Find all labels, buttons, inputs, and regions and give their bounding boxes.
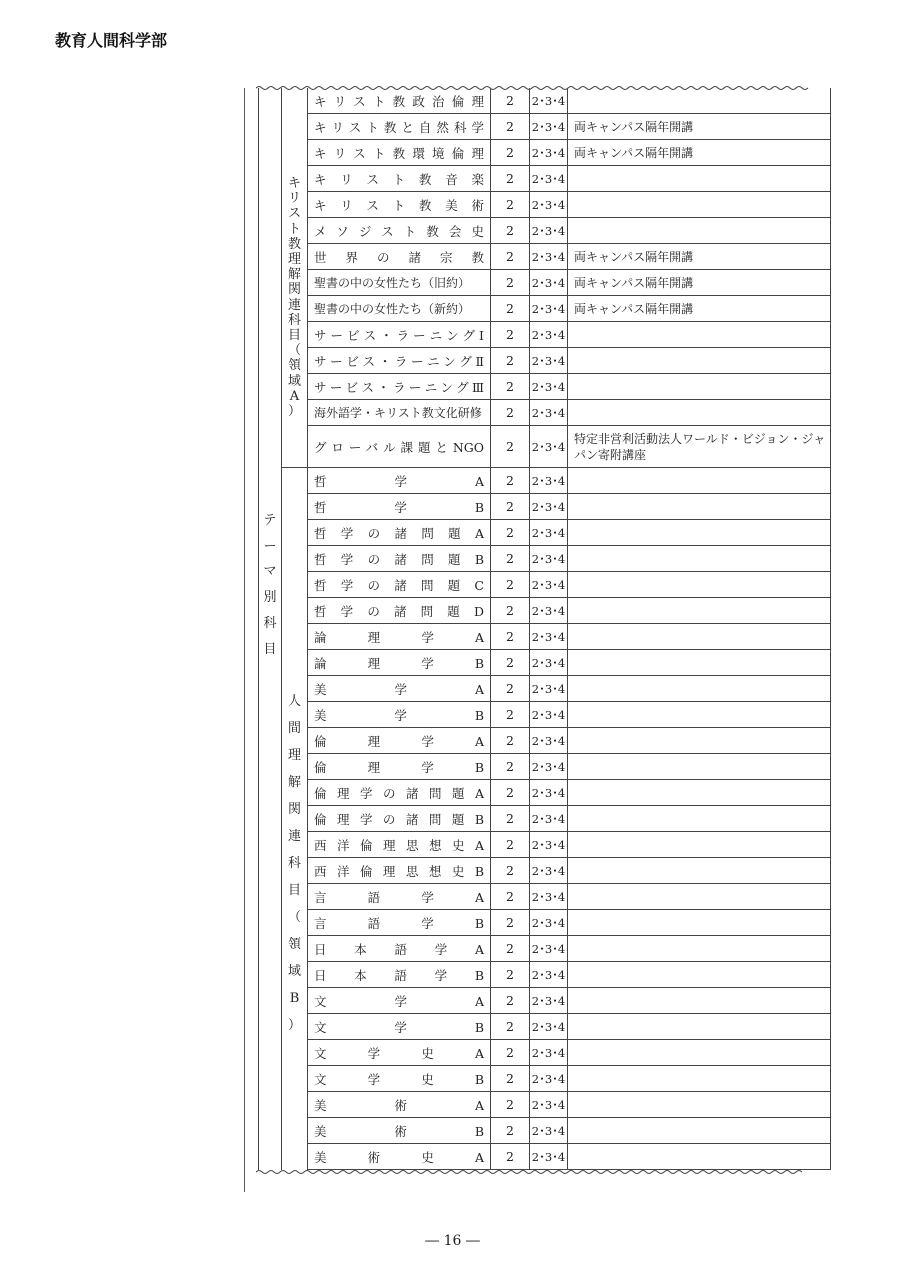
course-credits: 2 bbox=[491, 270, 530, 295]
course-name: グローバル課題とNGO bbox=[308, 426, 491, 467]
course-note bbox=[568, 374, 831, 399]
course-credits: 2 bbox=[491, 1092, 530, 1117]
course-name: メソジスト教会史 bbox=[308, 218, 491, 243]
course-note: 両キャンパス隔年開講 bbox=[574, 145, 694, 160]
course-years: 2･3･4 bbox=[530, 218, 568, 243]
course-name: 哲学の諸問題C bbox=[308, 572, 491, 597]
course-years: 2･3･4 bbox=[530, 754, 568, 779]
table-row bbox=[308, 832, 831, 858]
table-row bbox=[308, 546, 831, 572]
course-years: 2･3･4 bbox=[530, 140, 568, 165]
course-name: 論理学B bbox=[308, 650, 491, 675]
course-credits: 2 bbox=[491, 858, 530, 883]
course-credits: 2 bbox=[491, 702, 530, 727]
course-credits: 2 bbox=[491, 676, 530, 701]
course-name: 言語学B bbox=[308, 910, 491, 935]
course-years: 2･3･4 bbox=[530, 426, 568, 467]
course-note bbox=[568, 218, 831, 243]
course-name: 文学A bbox=[308, 988, 491, 1013]
course-credits: 2 bbox=[491, 988, 530, 1013]
course-note bbox=[568, 1014, 831, 1039]
course-name: 海外語学・キリスト教文化研修 bbox=[308, 400, 491, 425]
course-name: 文学史B bbox=[308, 1066, 491, 1091]
course-name: 日本語学A bbox=[308, 936, 491, 961]
course-credits: 2 bbox=[491, 936, 530, 961]
course-name: 聖書の中の女性たち（旧約） bbox=[308, 270, 491, 295]
course-note bbox=[568, 88, 831, 113]
table-row bbox=[308, 426, 831, 468]
course-note bbox=[568, 676, 831, 701]
course-credits: 2 bbox=[491, 494, 530, 519]
table-row bbox=[308, 348, 831, 374]
course-credits: 2 bbox=[491, 426, 530, 467]
table-row bbox=[308, 166, 831, 192]
course-note bbox=[568, 754, 831, 779]
course-note bbox=[568, 494, 831, 519]
course-years: 2･3･4 bbox=[530, 728, 568, 753]
table-row bbox=[308, 468, 831, 494]
table-row bbox=[308, 88, 831, 114]
course-name: 倫理学A bbox=[308, 728, 491, 753]
table-row bbox=[308, 936, 831, 962]
table-row bbox=[308, 780, 831, 806]
course-name: 美術A bbox=[308, 1092, 491, 1117]
course-years: 2･3･4 bbox=[530, 322, 568, 347]
course-years: 2･3･4 bbox=[530, 270, 568, 295]
course-years: 2･3･4 bbox=[530, 546, 568, 571]
table-row bbox=[308, 1014, 831, 1040]
course-credits: 2 bbox=[491, 296, 530, 321]
course-name: キリスト教環境倫理 bbox=[308, 140, 491, 165]
course-years: 2･3･4 bbox=[530, 910, 568, 935]
course-credits: 2 bbox=[491, 348, 530, 373]
course-years: 2･3･4 bbox=[530, 114, 568, 139]
course-note bbox=[568, 1040, 831, 1065]
course-years: 2･3･4 bbox=[530, 192, 568, 217]
course-note: 特定非営利活動法人ワールド・ビジョン・ジャパン寄附講座 bbox=[574, 431, 826, 462]
faculty-header: 教育人間科学部 bbox=[55, 31, 168, 50]
course-years: 2･3･4 bbox=[530, 520, 568, 545]
course-years: 2･3･4 bbox=[530, 468, 568, 493]
course-note bbox=[568, 780, 831, 805]
course-note bbox=[568, 166, 831, 191]
course-years: 2･3･4 bbox=[530, 624, 568, 649]
course-note bbox=[568, 910, 831, 935]
course-years: 2･3･4 bbox=[530, 884, 568, 909]
course-credits: 2 bbox=[491, 754, 530, 779]
course-name: サービス・ラーニングⅠ bbox=[308, 322, 491, 347]
table-row bbox=[308, 598, 831, 624]
course-years: 2･3･4 bbox=[530, 702, 568, 727]
course-note bbox=[568, 520, 831, 545]
group-a-label: キ リ ス ト 教 理 解 関 連 科 目 （ 領 域 A ） bbox=[287, 176, 301, 420]
course-note bbox=[568, 858, 831, 883]
course-credits: 2 bbox=[491, 520, 530, 545]
course-name: 文学史A bbox=[308, 1040, 491, 1065]
course-note: 両キャンパス隔年開講 bbox=[574, 249, 694, 264]
course-years: 2･3･4 bbox=[530, 572, 568, 597]
course-credits: 2 bbox=[491, 192, 530, 217]
course-credits: 2 bbox=[491, 1014, 530, 1039]
table-row bbox=[308, 728, 831, 754]
course-name: 世界の諸宗教 bbox=[308, 244, 491, 269]
table-row bbox=[308, 296, 831, 322]
course-credits: 2 bbox=[491, 166, 530, 191]
course-years: 2･3･4 bbox=[530, 374, 568, 399]
table-row bbox=[308, 806, 831, 832]
course-note bbox=[568, 728, 831, 753]
course-name: 哲学の諸問題B bbox=[308, 546, 491, 571]
course-years: 2･3･4 bbox=[530, 832, 568, 857]
course-credits: 2 bbox=[491, 884, 530, 909]
course-note bbox=[568, 1092, 831, 1117]
group-b-cell bbox=[282, 468, 308, 1170]
course-credits: 2 bbox=[491, 780, 530, 805]
table-row bbox=[308, 624, 831, 650]
table-row bbox=[308, 988, 831, 1014]
table-row bbox=[308, 520, 831, 546]
course-credits: 2 bbox=[491, 598, 530, 623]
course-name: 言語学A bbox=[308, 884, 491, 909]
table-row bbox=[308, 702, 831, 728]
course-name: キリスト教と自然科学 bbox=[308, 114, 491, 139]
course-credits: 2 bbox=[491, 244, 530, 269]
course-name: 日本語学B bbox=[308, 962, 491, 987]
table-bottom-break bbox=[256, 1168, 832, 1176]
course-years: 2･3･4 bbox=[530, 1092, 568, 1117]
table-row bbox=[308, 114, 831, 140]
outer-category-cell bbox=[258, 88, 282, 1170]
course-note: 両キャンパス隔年開講 bbox=[574, 275, 694, 290]
table-row bbox=[308, 374, 831, 400]
table-row bbox=[308, 322, 831, 348]
course-name: 倫理学の諸問題A bbox=[308, 780, 491, 805]
course-note bbox=[568, 1066, 831, 1091]
course-name: キリスト教政治倫理 bbox=[308, 88, 491, 113]
course-note bbox=[568, 936, 831, 961]
course-name: 文学B bbox=[308, 1014, 491, 1039]
table-row bbox=[308, 244, 831, 270]
course-credits: 2 bbox=[491, 624, 530, 649]
table-row bbox=[308, 858, 831, 884]
course-table bbox=[258, 88, 831, 1170]
course-years: 2･3･4 bbox=[530, 244, 568, 269]
table-row bbox=[308, 1066, 831, 1092]
course-credits: 2 bbox=[491, 114, 530, 139]
course-years: 2･3･4 bbox=[530, 988, 568, 1013]
course-name: 哲学B bbox=[308, 494, 491, 519]
course-credits: 2 bbox=[491, 468, 530, 493]
course-note bbox=[568, 322, 831, 347]
course-credits: 2 bbox=[491, 218, 530, 243]
table-row bbox=[308, 400, 831, 426]
course-note bbox=[568, 400, 831, 425]
course-years: 2･3･4 bbox=[530, 858, 568, 883]
table-row bbox=[308, 1144, 831, 1170]
course-credits: 2 bbox=[491, 728, 530, 753]
course-credits: 2 bbox=[491, 650, 530, 675]
course-note bbox=[568, 598, 831, 623]
course-years: 2･3･4 bbox=[530, 1040, 568, 1065]
course-years: 2･3･4 bbox=[530, 1066, 568, 1091]
course-note bbox=[568, 832, 831, 857]
course-years: 2･3･4 bbox=[530, 1014, 568, 1039]
table-row bbox=[308, 140, 831, 166]
course-years: 2･3･4 bbox=[530, 166, 568, 191]
course-name: 西洋倫理思想史B bbox=[308, 858, 491, 883]
course-credits: 2 bbox=[491, 140, 530, 165]
course-name: 倫理学B bbox=[308, 754, 491, 779]
course-credits: 2 bbox=[491, 88, 530, 113]
course-years: 2･3･4 bbox=[530, 780, 568, 805]
page-number: ― 16 ― bbox=[425, 1233, 480, 1249]
course-years: 2･3･4 bbox=[530, 962, 568, 987]
course-name: キリスト教音楽 bbox=[308, 166, 491, 191]
course-note bbox=[568, 806, 831, 831]
course-note bbox=[568, 348, 831, 373]
course-years: 2･3･4 bbox=[530, 598, 568, 623]
course-years: 2･3･4 bbox=[530, 676, 568, 701]
course-name: 哲学の諸問題D bbox=[308, 598, 491, 623]
course-name: 論理学A bbox=[308, 624, 491, 649]
table-row bbox=[308, 884, 831, 910]
course-years: 2･3･4 bbox=[530, 650, 568, 675]
course-note bbox=[568, 468, 831, 493]
course-note bbox=[568, 650, 831, 675]
course-years: 2･3･4 bbox=[530, 348, 568, 373]
group-a-cell bbox=[282, 88, 308, 468]
course-years: 2･3･4 bbox=[530, 936, 568, 961]
course-years: 2･3･4 bbox=[530, 296, 568, 321]
table-row bbox=[308, 910, 831, 936]
course-credits: 2 bbox=[491, 322, 530, 347]
margin-rule bbox=[244, 88, 245, 1192]
table-row bbox=[308, 1040, 831, 1066]
course-credits: 2 bbox=[491, 374, 530, 399]
course-note bbox=[568, 1118, 831, 1143]
course-credits: 2 bbox=[491, 832, 530, 857]
course-note bbox=[568, 1144, 831, 1169]
course-years: 2･3･4 bbox=[530, 88, 568, 113]
course-credits: 2 bbox=[491, 806, 530, 831]
course-name: 哲学の諸問題A bbox=[308, 520, 491, 545]
course-name: 聖書の中の女性たち（新約） bbox=[308, 296, 491, 321]
course-credits: 2 bbox=[491, 962, 530, 987]
table-row bbox=[308, 218, 831, 244]
course-name: 西洋倫理思想史A bbox=[308, 832, 491, 857]
table-row bbox=[308, 676, 831, 702]
course-name: 哲学A bbox=[308, 468, 491, 493]
outer-category-label: テ ー マ 別 科 目 bbox=[263, 513, 277, 657]
table-row bbox=[308, 962, 831, 988]
table-row bbox=[308, 572, 831, 598]
course-name: キリスト教美術 bbox=[308, 192, 491, 217]
table-right-border bbox=[830, 88, 831, 1170]
course-name: 倫理学の諸問題B bbox=[308, 806, 491, 831]
course-name: 美術史A bbox=[308, 1144, 491, 1169]
course-note: 両キャンパス隔年開講 bbox=[574, 301, 694, 316]
table-row bbox=[308, 650, 831, 676]
table-row bbox=[308, 270, 831, 296]
course-name: サービス・ラーニングⅢ bbox=[308, 374, 491, 399]
course-credits: 2 bbox=[491, 546, 530, 571]
course-note bbox=[568, 962, 831, 987]
group-b-label: 人 間 理 解 関 連 科 目 （ 領 域 B ） bbox=[287, 694, 301, 1033]
course-name: 美学A bbox=[308, 676, 491, 701]
course-note: 両キャンパス隔年開講 bbox=[574, 119, 694, 134]
course-note bbox=[568, 988, 831, 1013]
course-years: 2･3･4 bbox=[530, 1118, 568, 1143]
table-row bbox=[308, 1118, 831, 1144]
course-years: 2･3･4 bbox=[530, 494, 568, 519]
course-name: 美術B bbox=[308, 1118, 491, 1143]
course-note bbox=[568, 546, 831, 571]
course-rows bbox=[308, 88, 831, 1170]
course-years: 2･3･4 bbox=[530, 1144, 568, 1169]
course-name: サービス・ラーニングⅡ bbox=[308, 348, 491, 373]
course-credits: 2 bbox=[491, 910, 530, 935]
table-row bbox=[308, 754, 831, 780]
course-credits: 2 bbox=[491, 572, 530, 597]
course-note bbox=[568, 624, 831, 649]
course-note bbox=[568, 884, 831, 909]
course-note bbox=[568, 572, 831, 597]
course-note bbox=[568, 192, 831, 217]
course-note bbox=[568, 702, 831, 727]
course-credits: 2 bbox=[491, 1118, 530, 1143]
course-credits: 2 bbox=[491, 1144, 530, 1169]
course-credits: 2 bbox=[491, 1040, 530, 1065]
course-years: 2･3･4 bbox=[530, 400, 568, 425]
course-years: 2･3･4 bbox=[530, 806, 568, 831]
table-row bbox=[308, 192, 831, 218]
course-name: 美学B bbox=[308, 702, 491, 727]
course-credits: 2 bbox=[491, 1066, 530, 1091]
course-credits: 2 bbox=[491, 400, 530, 425]
table-row bbox=[308, 1092, 831, 1118]
table-row bbox=[308, 494, 831, 520]
